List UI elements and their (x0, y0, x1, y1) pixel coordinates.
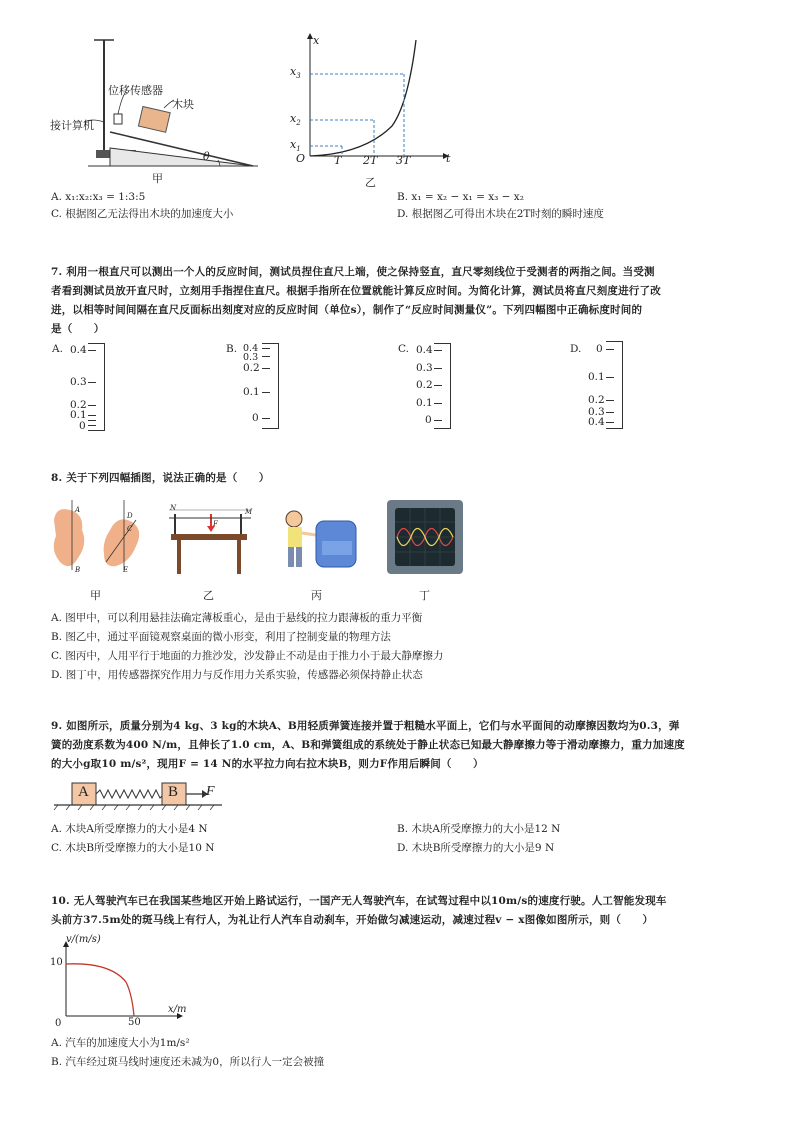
q6-yi-origin: O (296, 152, 306, 165)
q8-yi-letter-f: F (213, 520, 218, 528)
q6-yi-axis-t: t (446, 152, 451, 165)
q8-jia-letter-a: A (75, 506, 81, 514)
q7-ruler-a-label: 0 (79, 420, 86, 432)
q7-ruler-c (434, 343, 451, 429)
q7-ruler-c-label: 0.2 (416, 379, 433, 391)
q6-caption-jia: 甲 (152, 172, 163, 185)
q7-ruler-b-letter: B. (226, 343, 238, 355)
q10-chart-xtick: 50 (128, 1017, 141, 1028)
q8-caption-bing: 丙 (311, 589, 322, 602)
q6-yi-tick-x3: $x_3$ (290, 65, 301, 81)
q7-ruler-a-label: 0.1 (70, 409, 87, 421)
q7-ruler-a-label: 0.4 (70, 344, 87, 356)
q8-figure-yi (165, 500, 255, 578)
q8-figure-bing (272, 505, 362, 577)
q10-chart-origin: 0 (55, 1018, 62, 1029)
q7-ruler-b-label: 0.3 (243, 352, 259, 363)
q8-option-b: B. 图乙中，通过平面镜观察桌面的微小形变，利用了控制变量的物理方法 (51, 631, 391, 643)
q7-ruler-a (88, 343, 105, 431)
q8-jia-letter-c: C (127, 525, 133, 533)
q6-yi-tick-2T: 2T (363, 154, 378, 167)
q7-ruler-c-label: 0.4 (416, 344, 433, 356)
q6-computer-label: 接计算机 (50, 119, 94, 132)
q7-ruler-c-letter: C. (398, 343, 409, 355)
q10-chart-ytick: 10 (50, 957, 63, 968)
q7-ruler-c-label: 0.1 (416, 397, 433, 409)
q7-ruler-b-label: 0.1 (243, 386, 260, 398)
q10-option-b: B. 汽车经过斑马线时速度还未减为0，所以行人一定会被撞 (51, 1056, 325, 1068)
q8-option-d: D. 图丁中，用传感器探究作用力与反作用力关系实验，传感器必须保持静止状态 (51, 669, 423, 681)
q10-curve (66, 964, 134, 1016)
q8-caption-yi: 乙 (203, 589, 214, 602)
q9-block-b-label: B (168, 784, 179, 800)
q8-option-c: C. 图丙中，人用平行于地面的力推沙发，沙发静止不动是由于推力小于最大静摩擦力 (51, 650, 444, 662)
q6-caption-yi: 乙 (365, 176, 376, 189)
q7-ruler-c-label: 0 (425, 414, 432, 426)
q7-ruler-d-label: 0.3 (588, 406, 605, 418)
q6-yi-tick-x1: $x_1$ (290, 138, 301, 154)
q7-ruler-d-label: 0.4 (588, 416, 605, 428)
q6-yi-axis-x: x (313, 34, 320, 47)
q10-chart-ylabel: v/(m/s) (66, 934, 101, 945)
q6-block-label: 木块 (172, 98, 194, 111)
q9-force-label: F (206, 784, 215, 799)
q8-option-a: A. 图甲中，可以利用悬挂法确定薄板重心，是由于悬线的拉力跟薄板的重力平衡 (51, 612, 423, 624)
q7-ruler-d-label: 0 (596, 343, 603, 355)
q9-option-c: C. 木块B所受摩擦力的大小是10 N (51, 842, 215, 854)
q7-ruler-c-label: 0.3 (416, 362, 433, 374)
q7-ruler-d-letter: D. (570, 343, 582, 355)
q6-yi-tick-T: T (334, 154, 342, 167)
q6-yi-tick-x2: $x_2$ (290, 112, 301, 128)
q7-ruler-d-label: 0.1 (588, 371, 605, 383)
q8-yi-letter-m: M (245, 508, 253, 516)
q8-jia-letter-e: E (123, 566, 129, 574)
q6-option-b: B. x₁ = x₂ − x₁ = x₃ − x₂ (397, 191, 524, 203)
q10-chart-xlabel: x/m (168, 1004, 187, 1015)
q7-ruler-b-label: 0 (252, 412, 259, 424)
q10-stem: 10. 无人驾驶汽车已在我国某些地区开始上路试运行，一国产无人驾驶汽车，在试驾过程中以10m/s的速度行驶。人工智能发现车 头前方37.5m处的斑马线上有行人，为礼让行人汽车自动刹车，开始做匀减速运动，减速过程v − x图像如图所示，则（ ） (51, 895, 667, 926)
q7-ruler-a-label: 0.2 (70, 399, 87, 411)
q9-option-a: A. 木块A所受摩擦力的大小是4 N (51, 823, 208, 835)
q8-stem: 8. 关于下列四幅插图，说法正确的是（ ） (51, 472, 270, 484)
q9-option-d: D. 木块B所受摩擦力的大小是9 N (397, 842, 555, 854)
q7-ruler-b-label: 0.4 (243, 343, 259, 354)
q6-sensor-label: 位移传感器 (108, 84, 163, 97)
q9-option-b: B. 木块A所受摩擦力的大小是12 N (397, 823, 561, 835)
q7-stem: 7. 利用一根直尺可以测出一个人的反应时间，测试员捏住直尺上端，使之保持竖直，直尺零刻线位于受测者的两指之间。当受测 者看到测试员放开直尺时，立刻用手指捏住直尺。根据手指所在位置就能计算反应时间。为简化计算，测试员将直尺刻度进行了改 进，以相等时间间隔在直尺反面标出刻度对应的反应时间（单位s），制作了“反应时间测量仪”。下列四幅图中正确标度时间的 是（ ） (51, 266, 661, 335)
q8-jia-letter-b: B (75, 566, 81, 574)
q8-caption-jia: 甲 (90, 589, 101, 602)
q7-ruler-b-label: 0.2 (243, 362, 260, 374)
q6-angle-label: θ (203, 150, 210, 163)
q7-ruler-d-label: 0.2 (588, 394, 605, 406)
q8-figure-ding (387, 500, 463, 574)
q6-option-a: A. x₁:x₂:x₃ = 1:3:5 (51, 191, 146, 203)
q8-jia-letter-d: D (127, 512, 133, 520)
q7-ruler-a-letter: A. (52, 343, 63, 355)
q6-option-d: D. 根据图乙可得出木块在2T时刻的瞬时速度 (397, 208, 604, 220)
q6-figure-jia (48, 30, 268, 190)
q10-chart (50, 938, 200, 1038)
q6-yi-tick-3T: 3T (396, 154, 411, 167)
q7-ruler-d (606, 341, 623, 429)
q9-stem: 9. 如图所示，质量分别为4 kg、3 kg的木块A、B用轻质弹簧连接并置于粗糙水平面上，它们与水平面间的动摩擦因数均为0.3，弹 簧的劲度系数为400 N/m，且伸长了1.0 cm，A、B和弹簧组成的系统处于静止状态已知最大静摩擦力等于滑动摩擦力，重力加速度 的大小g取10 m/s²，现用F = 14 N的水平拉力向右拉木块B，则力F作用后瞬间（ ） (51, 720, 685, 770)
q6-option-c: C. 根据图乙无法得出木块的加速度大小 (51, 208, 234, 220)
q8-yi-letter-n: N (170, 504, 177, 512)
q8-caption-ding: 丁 (419, 589, 430, 602)
q10-option-a: A. 汽车的加速度大小为1m/s² (51, 1037, 190, 1049)
q9-block-a-label: A (78, 784, 89, 800)
q7-ruler-a-label: 0.3 (70, 376, 87, 388)
